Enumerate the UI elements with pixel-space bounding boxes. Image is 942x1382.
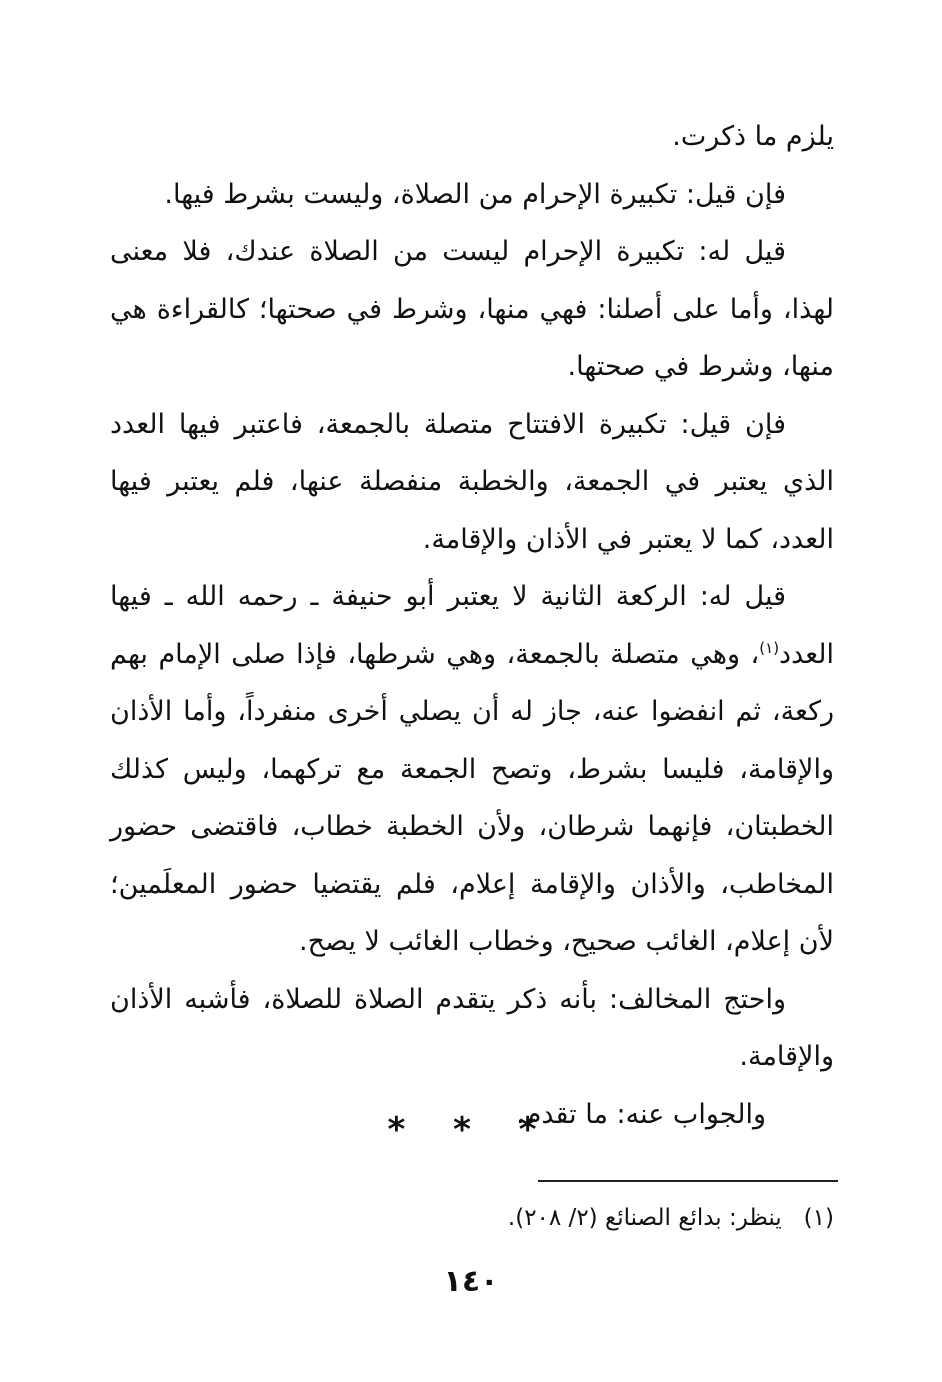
page-number: ١٤٠ <box>443 1264 499 1299</box>
footnote <box>134 1198 834 1238</box>
continuation-line: يلزم ما ذكرت. <box>672 121 834 152</box>
reply-text-start: قيل له: الركعة الثانية لا يعتبر أبو حنيفة ـ رحمه الله ـ فيها العدد <box>110 581 834 670</box>
reply-paragraph-2 <box>110 568 834 971</box>
main-text <box>110 108 834 1143</box>
reply-paragraph-1: قيل له: تكبيرة الإحرام ليست من الصلاة عندك، فلا معنى لهذا، وأما على أصلنا: فهي منها، وشرط في صحتها؛ كالقراءة هي منها، وشرط في صحتها. <box>110 236 834 382</box>
objection-paragraph-1: فإن قيل: تكبيرة الإحرام من الصلاة، وليست بشرط فيها. <box>164 178 786 210</box>
footnote-divider <box>538 1180 838 1182</box>
footnote-reference[interactable]: (١) <box>759 638 780 657</box>
footnote-number: (١) <box>803 1205 834 1231</box>
section-separator: * * * <box>387 1110 555 1150</box>
answer-paragraph: والجواب عنه: ما تقدم. <box>516 1098 766 1130</box>
reply-text-rest: ، وهي متصلة بالجمعة، وهي شرطها، فإذا صلى الإمام بهم ركعة، ثم انفضوا عنه، جاز له أن يصلي أخرى منفرداً، وأما الأذان والإقامة، فليسا بشرط، وتصح الجمعة مع تركهما، وليس كذلك الخطبتان، فإنهما شرطان، ولأن الخطبة خطاب، فاقتضى حضور المخاطب، والأذان والإقامة إعلام، فلم يقتضيا حضور المعلَمين؛ لأن إعلام، الغائب صحيح، وخطاب الغائب لا يصح. <box>110 638 834 957</box>
footnote-text: ينظر: بدائع الصنائع (٢/ ٢٠٨). <box>507 1205 782 1231</box>
opponent-argument-paragraph: واحتج المخالف: بأنه ذكر يتقدم الصلاة للصلاة، فأشبه الأذان والإقامة. <box>110 983 834 1072</box>
objection-paragraph-2: فإن قيل: تكبيرة الافتتاح متصلة بالجمعة، فاعتبر فيها العدد الذي يعتبر في الجمعة، والخطبة منفصلة عنها، فلم يعتبر فيها العدد، كما لا يعتبر في الأذان والإقامة. <box>110 408 834 555</box>
